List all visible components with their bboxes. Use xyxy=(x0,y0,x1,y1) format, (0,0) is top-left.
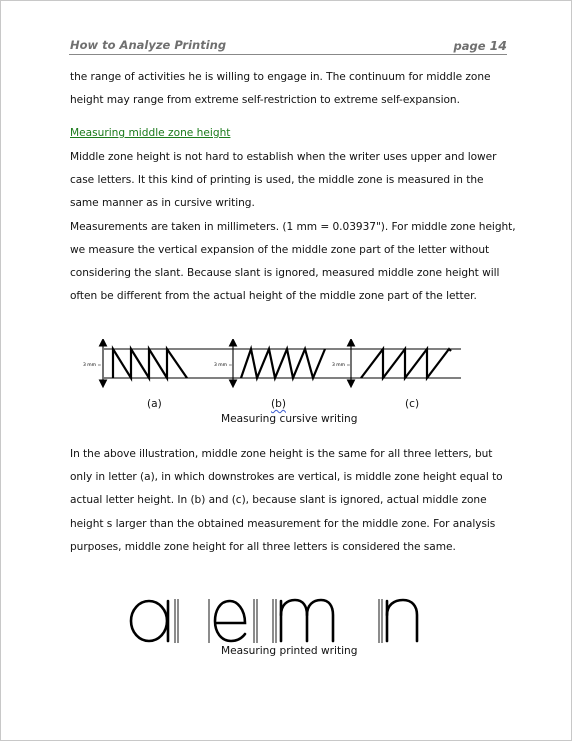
header-page-number xyxy=(454,38,507,53)
text-line: only in letter (a), in which downstrokes are vertical, is middle zone height equal to xyxy=(70,471,503,484)
text-line: same manner as in cursive writing. xyxy=(70,197,255,210)
section-paragraph xyxy=(70,146,516,308)
section-heading: Measuring middle zone height xyxy=(70,127,231,139)
text-line: Measurements are taken in millimeters. (1 mm = 0.03937"). For middle zone height, xyxy=(70,220,516,233)
cursive-letter-a xyxy=(113,349,187,378)
text-line: often be different from the actual height of the middle zone part of the letter. xyxy=(70,290,477,303)
text-line: height may range from extreme self-restriction to extreme self-expansion. xyxy=(70,94,460,107)
text-line: case letters. It this kind of printing is used, the middle zone is measured in the xyxy=(70,174,484,187)
text-line: considering the slant. Because slant is ignored, measured middle zone height will xyxy=(70,267,500,280)
text-line: In the above illustration, middle zone height is the same for all three letters, but xyxy=(70,448,493,460)
cursive-letter-b xyxy=(241,349,325,378)
measure-label-b: 3 mm = xyxy=(214,363,233,368)
measure-label-c: 3 mm = xyxy=(332,363,351,368)
cursive-letter-c xyxy=(361,349,451,378)
printed-letter-a xyxy=(131,601,168,641)
figure-label-c: (c) xyxy=(405,398,420,410)
header-title: How to Analyze Printing xyxy=(70,38,227,52)
measure-label-a: 3 mm = xyxy=(83,363,102,368)
cursive-measurement-figure xyxy=(79,339,469,391)
printed-letter-e xyxy=(215,601,245,641)
figure-label-a: (a) xyxy=(147,398,162,410)
text-line: height s larger than the obtained measurement for the middle zone. For analysis xyxy=(70,517,496,530)
explanation-paragraph xyxy=(70,443,510,559)
printed-letter-n xyxy=(387,600,417,641)
figure-label-b: (b) xyxy=(271,398,286,410)
page-header xyxy=(69,38,507,55)
header-page-word: page xyxy=(453,39,486,53)
printed-measurement-figure xyxy=(129,587,439,647)
figure2-caption: Measuring printed writing xyxy=(221,645,358,657)
header-page-value: 14 xyxy=(489,38,507,53)
printed-letter-m xyxy=(281,600,333,641)
text-line: the range of activities he is willing to engage in. The continuum for middle zone xyxy=(70,71,491,83)
text-line: purposes, middle zone height for all three letters is considered the same. xyxy=(70,540,456,553)
measure-mark-a xyxy=(175,599,178,643)
figure1-caption: Measuring cursive writing xyxy=(221,413,358,425)
text-line: we measure the vertical expansion of the middle zone part of the letter without xyxy=(70,243,490,256)
text-line: actual letter height. In (b) and (c), because slant is ignored, actual middle zone xyxy=(70,494,487,507)
measure-mark-m xyxy=(273,599,276,643)
text-line: Middle zone height is not hard to establish when the writer uses upper and lower xyxy=(70,151,497,163)
intro-paragraph xyxy=(70,66,510,112)
measure-mark-n xyxy=(379,599,382,643)
